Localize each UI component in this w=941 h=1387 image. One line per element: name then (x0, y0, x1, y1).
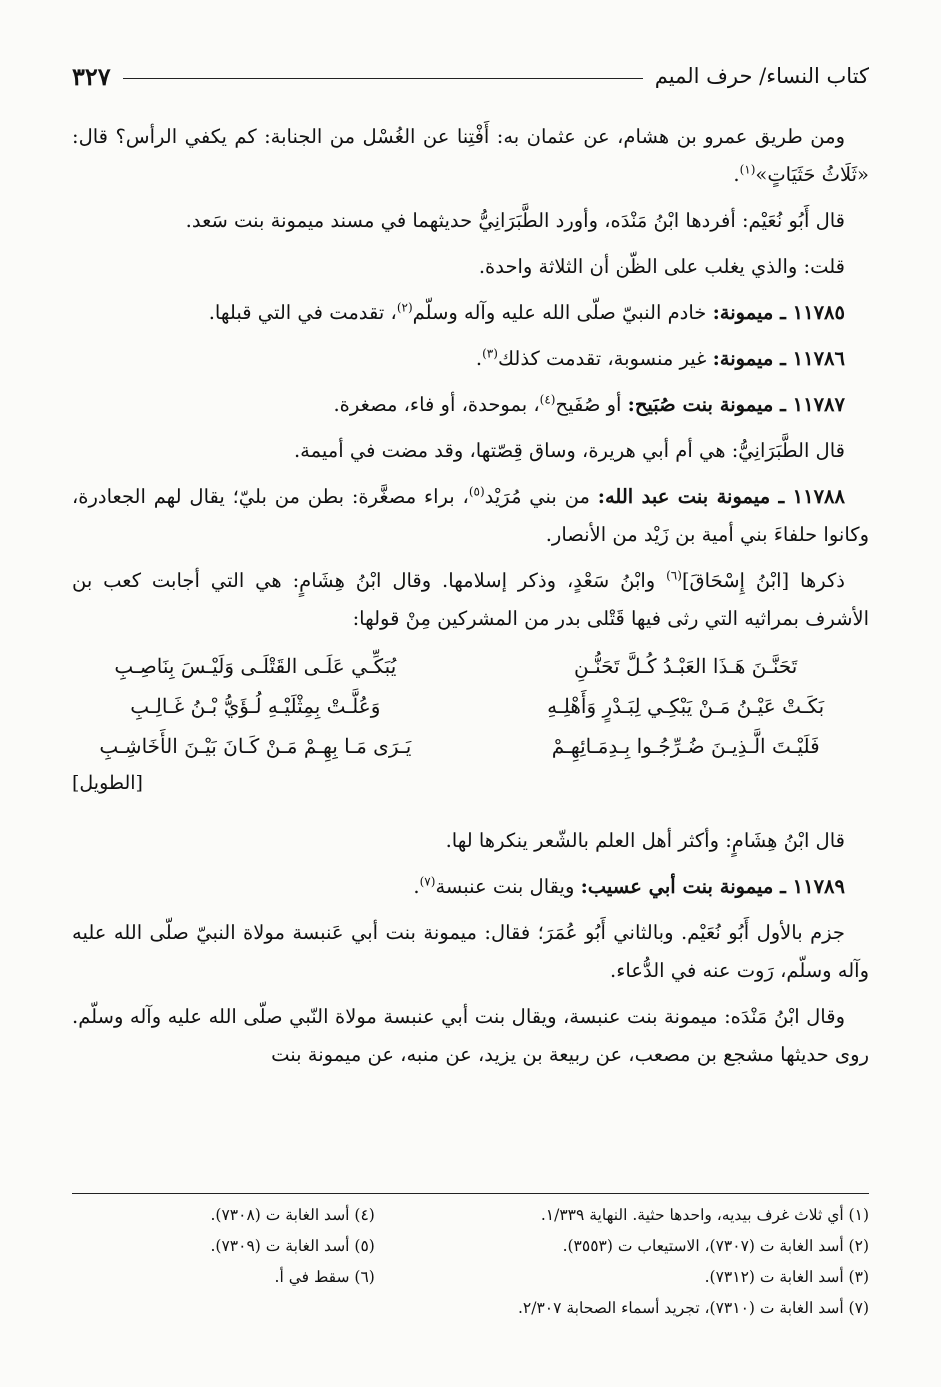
footnote-separator (72, 1193, 869, 1194)
paragraph-5: ذكرها [ابْنُ إِسْحَاقَ]$^{(٦)}$ وابْنُ سَعْدٍ، وذكر إسلامها. وقال ابْنُ هِشَامٍ: هي التي أجابت كعب بن الأشرف بمراثيه التي رثى فيها قَتْلى بدر من المشركين مِنْ قولها: (72, 568, 869, 630)
poem-line (72, 726, 869, 766)
first-hemistich: بَكَـتْ عَيْـنُ مَـنْ يَبْكِـي لِبَـدْرٍ وَأَهْلِـهِ (547, 694, 825, 718)
footnote-ref-2: (٢) (396, 300, 413, 315)
footnote-ref-3: (٣) (482, 346, 498, 361)
entry-11785: ١١٧٨٥ ـ ميمونة: خادم النبيّ صلّى الله عليه وآله وسلّم$^{(٢)}$، تقدمت في التي قبلها. (208, 300, 845, 324)
paragraph-6: قال ابْنُ هِشَامٍ: وأكثر أهل العلم بالشّعر ينكرها لها. (445, 829, 845, 852)
footnotes-left-column (72, 1200, 375, 1324)
poem-meter: [الطويل] (72, 772, 143, 794)
entry-11786: ١١٧٨٦ ـ ميمونة: غير منسوبة، تقدمت كذلك$^{(٣)}$. (475, 346, 845, 370)
header-rule (123, 78, 643, 79)
paragraph-7: جزم بالأول أَبُو نُعَيْم. وبالثاني أَبُو عُمَرَ؛ فقال: ميمونة بنت أبي عَنبسة مولاة النبيّ صلّى الله عليه وآله وسلّم، رَوت عنه في الدُّعاء. (72, 921, 869, 982)
second-hemistich: يُبَكِّـي عَلَـى القَتْلَـى وَلَيْـسَ بِنَاصِـبِ (114, 654, 397, 678)
running-title: كتاب النساء/ حرف الميم (654, 64, 869, 88)
second-hemistich: وَعُلَّـتْ بِمِثْلَيْـهِ لُـؤَيُّ بْـنُ غَـالِـبِ (130, 694, 381, 718)
main-text (72, 118, 869, 1082)
first-hemistich: فَلَيْـتَ الَّـذِيـنَ ضُـرِّجُـوا بِـدِمَـائِهِـمْ (551, 734, 820, 758)
entry-11788: ١١٧٨٨ ـ ميمونة بنت عبد الله: من بني مُرَيْد$^{(٥)}$، براء مصغَّرة: بطن من بليّ؛ يقال لهم الجعادرة، وكانوا حلفاءَ بني أمية بن زَيْد من الأنصار. (72, 484, 869, 546)
entry-heading: ١١٧٨٧ ـ ميمونة بنت صُبَيح: (627, 393, 845, 416)
paragraph-3: قلت: والذي يغلب على الظّن أن الثلاثة واحدة. (478, 255, 845, 278)
footnotes (72, 1200, 869, 1324)
page-number: ٣٢٧ (72, 61, 111, 91)
page-header (72, 56, 869, 96)
footnote-ref-5: (٥) (468, 484, 485, 499)
entry-11789: ١١٧٨٩ ـ ميمونة بنت أبي عسيب: ويقال بنت عنبسة$^{(٧)}$. (413, 874, 845, 898)
paragraph-2: قال أَبُو نُعَيْم: أفردها ابْنُ مَنْدَه، وأورد الطَّبَرَانِيُّ حديثهما في مسند ميمونة بنت سَعد. (185, 209, 845, 232)
poem-line (72, 686, 869, 726)
second-hemistich: يَـرَى مَـا بِهِـمْ مَـنْ كَـانَ بَيْـنَ الأَخَاشِـبِ (99, 734, 412, 758)
footnote-ref-6: (٦) (666, 568, 682, 583)
poem (72, 646, 869, 800)
footnote-6: (٦) سقط في أ. (274, 1268, 375, 1286)
footnote-1: (١) أي ثلاث غرف بيديه، واحدها حثية. النهاية ١/٣٣٩. (540, 1206, 869, 1224)
footnote-4: (٤) أسد الغابة ت (٧٣٠٨). (210, 1206, 375, 1224)
footnote-ref-1: (١) (739, 162, 756, 177)
footnote-3: (٣) أسد الغابة ت (٧٣١٢). (704, 1268, 869, 1286)
entry-heading: ١١٧٨٨ ـ ميمونة بنت عبد الله: (597, 485, 845, 508)
entry-11787: ١١٧٨٧ ـ ميمونة بنت صُبَيح: أو صُفَيح$^{(٤)}$، بموحدة، أو فاء، مصغرة. (333, 392, 845, 416)
footnote-ref-7: (٧) (419, 874, 436, 889)
footnote-ref-4: (٤) (539, 392, 556, 407)
footnote-2: (٢) أسد الغابة ت (٧٣٠٧)، الاستيعاب ت (٣٥٥٣). (562, 1237, 869, 1255)
footnote-7: (٧) أسد الغابة ت (٧٣١٠)، تجريد أسماء الصحابة ٢/٣٠٧. (517, 1299, 869, 1317)
first-hemistich: تَحَنَّـنَ هَـذَا العَبْـدُ كُـلَّ تَحَنُّـنِ (574, 654, 798, 678)
entry-heading: ١١٧٨٥ ـ ميمونة: (712, 301, 845, 324)
footnote-5: (٥) أسد الغابة ت (٧٣٠٩). (210, 1237, 375, 1255)
footnotes-right-column (407, 1200, 869, 1324)
paragraph-4: قال الطَّبَرَانِيُّ: هي أم أبي هريرة، وساق قِصّتها، وقد مضت في أميمة. (293, 439, 845, 462)
entry-heading: ١١٧٨٩ ـ ميمونة بنت أبي عسيب: (580, 875, 845, 898)
entry-heading: ١١٧٨٦ ـ ميمونة: (712, 347, 845, 370)
paragraph-1: ومن طريق عمرو بن هشام، عن عثمان به: أَفْتِنا عن الغُسْل من الجنابة: كم يكفي الرأس؟ قال: «ثَلَاثُ حَثَيَاتٍ»$^{(١)}$. (72, 125, 869, 186)
paragraph-8: وقال ابْنُ مَنْدَه: ميمونة بنت عنبسة، ويقال بنت أبي عنبسة مولاة النّبي صلّى الله عليه وآله وسلّم. روى حديثها مشجع بن مصعب، عن ربيعة بن يزيد، عن منبه، عن ميمونة بنت (72, 1005, 869, 1066)
poem-line (72, 646, 869, 686)
